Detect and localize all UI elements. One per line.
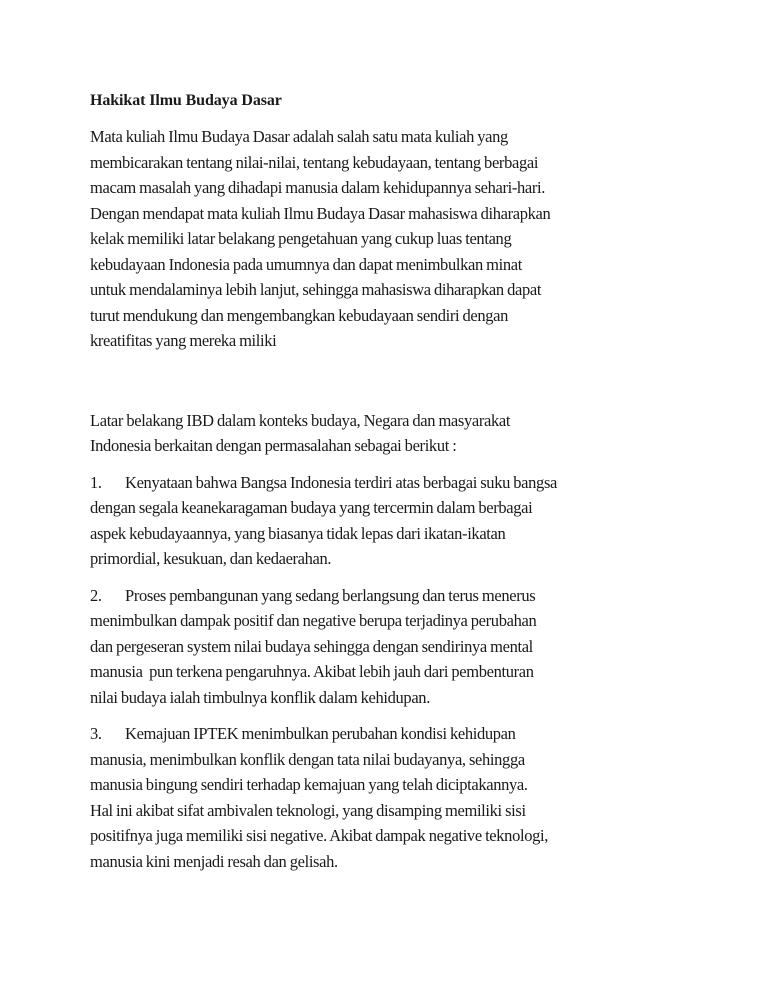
list-item-text: Kenyataan bahwa Bangsa Indonesia terdiri atas berbagai suku bangsa [125,472,557,492]
list-item-line: menimbulkan dampak positif dan negative berupa terjadinya perubahan [90,611,537,630]
list-item-line [90,470,690,496]
list-item-line: dan pergeseran system nilai budaya sehingga dengan sendirinya mental [90,636,533,656]
list-item-text: Proses pembangunan yang sedang berlangsung dan terus menerus [125,585,536,605]
list-item-1 [90,470,690,572]
intro-line: kreatifitas yang mereka miliki [90,331,277,350]
spacer [90,459,690,470]
list-item-line [90,721,690,747]
background-line: Latar belakang IBD dalam konteks budaya, Negara dan masyarakat [90,410,511,430]
document-title: Hakikat Ilmu Budaya Dasar [90,92,282,109]
intro-line: Mata kuliah Ilmu Budaya Dasar adalah salah satu mata kuliah yang [90,127,508,146]
list-item-line: dengan segala keanekaragaman budaya yang tercermin dalam berbagai [90,498,533,517]
spacer [90,354,690,408]
list-item-line: manusia, menimbulkan konflik dengan tata nilai budayanya, sehingga [90,749,525,769]
list-item-number: 1. [90,472,102,492]
list-item-line: manusia kini menjadi resah dan gelisah. [90,851,338,871]
list-item-line: aspek kebudayaannya, yang biasanya tidak lepas dari ikatan-ikatan [90,523,506,543]
list-item-line: Hal ini akibat sifat ambivalen teknologi, yang disamping memiliki sisi [90,800,526,820]
background-paragraph [90,408,690,459]
list-item-number: 2. [90,585,102,605]
list-item-line: manusia pun terkena pengaruhnya. Akibat lebih jauh dari pembenturan [90,662,534,681]
intro-line: turut mendukung dan mengembangkan kebudayaan sendiri dengan [90,305,509,325]
intro-line: untuk mendalaminya lebih lanjut, sehingga mahasiswa diharapkan dapat [90,280,542,299]
intro-line: Dengan mendapat mata kuliah Ilmu Budaya Dasar mahasiswa diharapkan [90,203,551,223]
list-item-text: Kemajuan IPTEK menimbulkan perubahan kondisi kehidupan [125,724,516,743]
spacer [90,710,690,721]
list-item-line [90,583,690,609]
list-item-line: positifnya juga memiliki sisi negative. Akibat dampak negative teknologi, [90,826,549,845]
spacer [90,572,690,583]
list-item-3 [90,721,690,874]
background-line: Indonesia berkaitan dengan permasalahan sebagai berikut : [90,436,457,455]
list-item-number: 3. [90,724,102,743]
intro-line: kelak memiliki latar belakang pengetahuan yang cukup luas tentang [90,229,512,248]
intro-line: membicarakan tentang nilai-nilai, tentang kebudayaan, tentang berbagai [90,152,539,172]
list-item-line: manusia bingung sendiri terhadap kemajuan yang telah diciptakannya. [90,775,528,794]
list-item-line: primordial, kesukuan, dan kedaerahan. [90,549,332,568]
list-item-2 [90,583,690,711]
list-item-line: nilai budaya ialah timbulnya konflik dalam kehidupan. [90,687,430,707]
intro-line: kebudayaan Indonesia pada umumnya dan dapat menimbulkan minat [90,254,522,274]
document-page [90,88,690,874]
intro-line: macam masalah yang dihadapi manusia dalam kehidupannya sehari-hari. [90,178,546,197]
intro-paragraph [90,124,690,354]
